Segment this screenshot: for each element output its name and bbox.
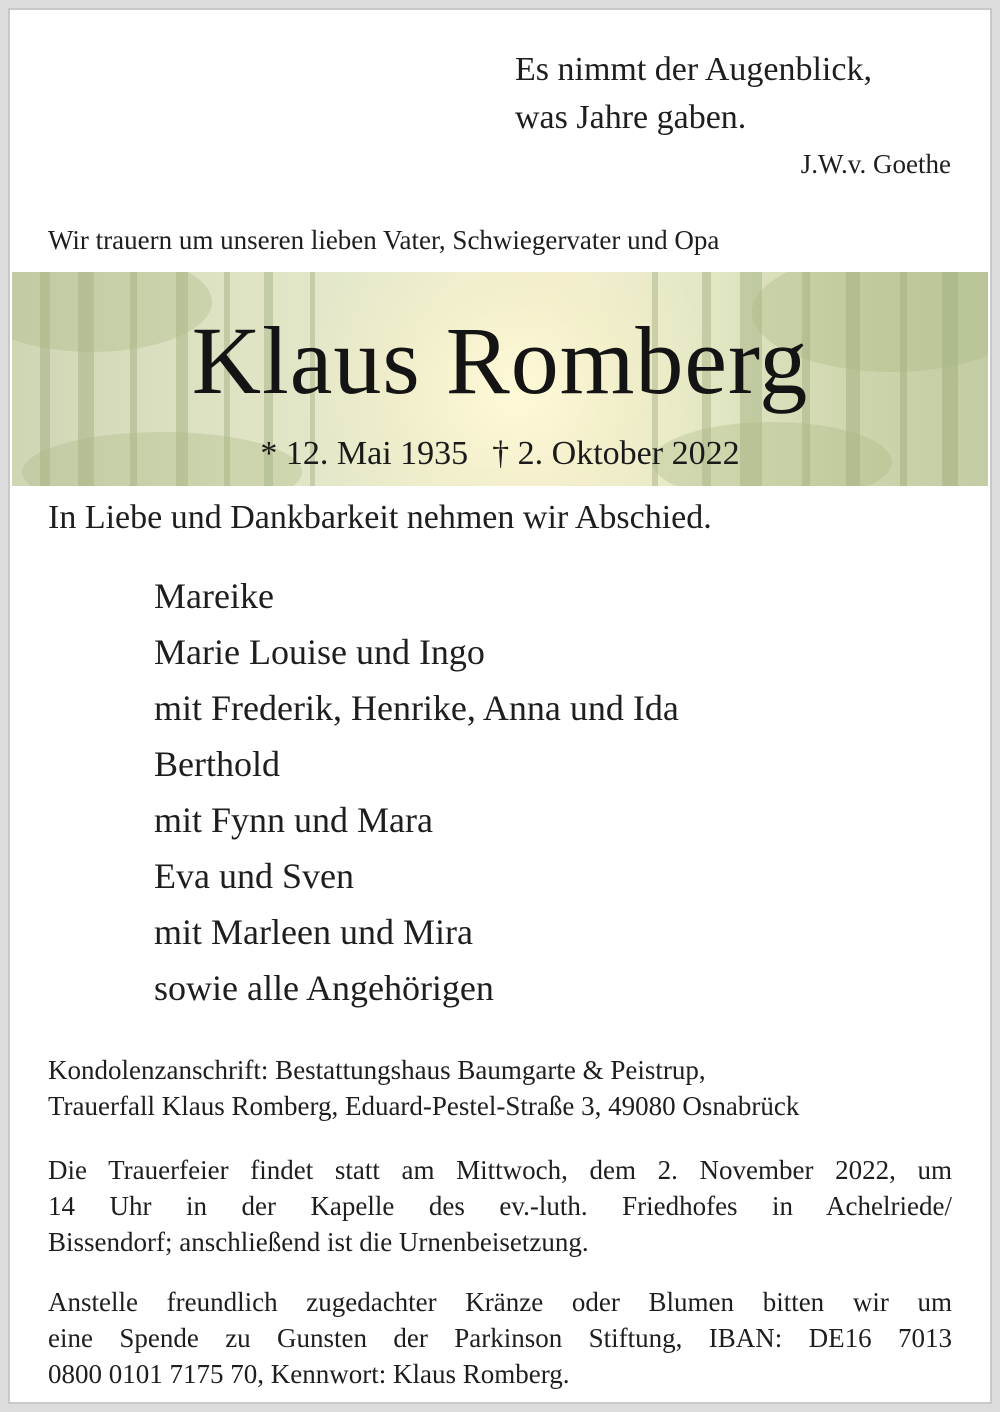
mourner-entry: Marie Louise und Ingo <box>154 632 485 672</box>
mourner-entry: mit Frederik, Henrike, Anna und Ida <box>154 688 679 728</box>
funeral-line: Bissendorf; anschließend ist die Urnenbeisetzung. <box>48 1227 589 1257</box>
mourner-entry: mit Marleen und Mira <box>154 912 473 952</box>
funeral-line: 14 Uhr in der Kapelle des ev.-luth. Friedhofes in Achelriede/ <box>48 1191 952 1221</box>
intro-text: Wir trauern um unseren lieben Vater, Schwiegervater und Opa <box>48 225 720 255</box>
forest-banner <box>12 272 988 486</box>
condolence-address <box>48 1052 952 1124</box>
quote-author: J.W.v. Goethe <box>800 149 951 179</box>
deceased-name: Klaus Romberg <box>191 307 809 414</box>
life-dates <box>12 432 988 476</box>
mourner-entry: Berthold <box>154 744 280 784</box>
mourners-list <box>154 568 679 1016</box>
condolence-line: Kondolenzanschrift: Bestattungshaus Baumgarte & Peistrup, <box>48 1055 706 1085</box>
farewell-text: In Liebe und Dankbarkeit nehmen wir Abschied. <box>48 499 712 536</box>
funeral-line: Die Trauerfeier findet statt am Mittwoch, dem 2. November 2022, um <box>48 1155 952 1185</box>
condolence-line: Trauerfall Klaus Romberg, Eduard-Pestel-Straße 3, 49080 Osnabrück <box>48 1091 800 1121</box>
donation-info <box>48 1284 952 1392</box>
donation-line: eine Spende zu Gunsten der Parkinson Stiftung, IBAN: DE16 7013 <box>48 1323 952 1353</box>
birth-date: * 12. Mai 1935 <box>260 435 469 472</box>
donation-line: Anstelle freundlich zugedachter Kränze oder Blumen bitten wir um <box>48 1287 952 1317</box>
mourner-entry: Eva und Sven <box>154 856 354 896</box>
quote-line-2: was Jahre gaben. <box>515 99 747 136</box>
mourner-entry: Mareike <box>154 576 274 616</box>
mourner-entry: mit Fynn und Mara <box>154 800 433 840</box>
quote-line-1: Es nimmt der Augenblick, <box>515 51 872 88</box>
death-date: † 2. Oktober 2022 <box>492 435 740 472</box>
mourner-entry: sowie alle Angehörigen <box>154 968 494 1008</box>
goethe-quote <box>515 46 955 184</box>
donation-line: 0800 0101 7175 70, Kennwort: Klaus Romberg. <box>48 1359 570 1389</box>
funeral-info <box>48 1152 952 1260</box>
